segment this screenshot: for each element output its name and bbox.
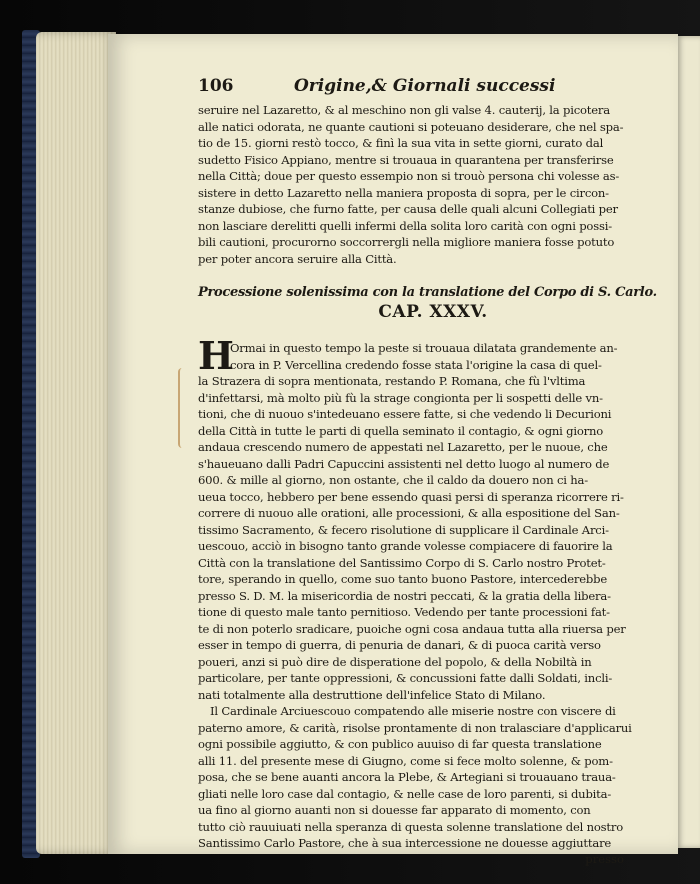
text-line: andaua crescendo numero de appestati nel Lazaretto, per le nuoue, che [198, 440, 608, 454]
text-line: Santissimo Carlo Pastore, che à sua intercessione ne douesse aggiuttare [198, 836, 612, 850]
text-line: per poter ancora seruire alla Città. [198, 251, 397, 266]
text-line: correre di nuouo alle orationi, alle processioni, & alla espositione del San- [198, 506, 620, 520]
text-line: Città con la translatione del Santissimo Corpo di S. Carlo nostro Protet- [198, 555, 606, 570]
text-line: sistere in detto Lazaretto nella maniera proposta di sopra, per le circon- [198, 185, 609, 200]
text-line: della Città in tutte le parti di quella seminato il contagio, & ogni giorno [198, 423, 604, 438]
text-line: 600. & mille al giorno, non ostante, che il caldo da douero non ci ha- [198, 473, 588, 487]
text-line: Il Cardinale Arciuescouo compatendo alle miserie nostre con viscere di [210, 704, 616, 718]
facing-page-edge [676, 36, 700, 848]
text-line-content: Ormai in questo tempo la peste si trouaua dilatata grandemente an- [230, 341, 618, 355]
chapter-number: CAP. XXXV. [378, 302, 488, 322]
text-line: sudetto Fisico Appiano, mentre si trouaua in quarantena per transferirse [198, 152, 614, 167]
text-line: ueua tocco, hebbero per bene essendo quasi persi di speranza ricorrere ri- [198, 489, 624, 504]
text-line: ua fino al giorno auanti non si douesse far apparato di momento, con [198, 803, 591, 817]
text-line: non lasciare derelitti quelli infermi della solita loro carità con ogni possi- [198, 218, 612, 233]
page-number: 106 [198, 76, 234, 96]
text-line: seruire nel Lazaretto, & al meschino non gli valse 4. cauterij, la picotera [198, 103, 610, 117]
paragraph-two [198, 703, 668, 852]
text-line: tione di questo male tanto pernitioso. Vedendo per tante processioni fat- [198, 605, 610, 619]
text-line: alli 11. del presente mese di Giugno, come si fece molto solenne, & pom- [198, 753, 613, 768]
text-line: uescouo, acciò in bisogno tanto grande volesse compiacere di fauorire la [198, 539, 613, 553]
text-line: tio de 15. giorni restò tocco, & finì la sua vita in sette giorni, curato dal [198, 136, 604, 150]
text-line: presso S. D. M. la misericordia de nostri peccati, & la gratia della libera- [198, 588, 611, 603]
paragraph-one [198, 333, 668, 703]
drop-cap: H [198, 333, 234, 378]
text-line: cora in P. Vercellina credendo fosse stata l'origine la casa di quel- [230, 357, 602, 372]
page-header [198, 76, 668, 102]
text-line: particolare, per tante oppressioni, & concussioni fatte dalli Soldati, incli- [198, 671, 613, 685]
text-line: la Strazera di sopra mentionata, restando P. Romana, che fù l'vltima [198, 374, 586, 388]
continuation-text [198, 102, 668, 267]
text-line: tore, sperando in quello, come suo tanto buono Pastore, intercederebbe [198, 572, 608, 586]
running-title: Origine,& Giornali successi [294, 76, 556, 96]
text-line: alle natici odorata, ne quante cautioni si poteuano desiderare, che nel spa- [198, 119, 624, 134]
margin-ink-mark [178, 368, 188, 448]
text-line: ogni possibile aggiutto, & con publico auuiso di far questa translatione [198, 737, 602, 751]
text-line: gliati nelle loro case dal contagio, & nelle case de loro parenti, si dubita- [198, 786, 612, 801]
text-line: tioni, che di nuouo s'intedeuano essere fatte, si che vedendo li Decurioni [198, 407, 612, 421]
section-heading: Processione solenissima con la translatione del Corpo di S. Carlo. [198, 285, 657, 300]
text-line: nella Città; doue per questo essempio non si trouò persona chi volesse as- [198, 169, 620, 183]
page-edges [36, 32, 116, 854]
text-line: stanze dubiose, che furno fatte, per causa delle quali alcuni Collegiati per [198, 202, 618, 216]
text-line: d'infettarsi, mà molto più fù la strage congionta per li sospetti delle vn- [198, 390, 603, 405]
text-line: nati totalmente alla destruttione dell'infelice Stato di Milano. [198, 687, 546, 702]
text-line: paterno amore, & carità, risolse prontamente di non tralasciare d'applicarui [198, 720, 632, 735]
page-text [198, 76, 668, 866]
catchword: presso [585, 851, 624, 866]
text-line: poueri, anzi si può dire de disperatione del popolo, & della Nobiltà in [198, 654, 592, 669]
text-line: posa, che se bene auanti ancora la Plebe, & Artegiani si trouauano traua- [198, 770, 616, 784]
text-line: bili cautioni, procurorno soccorrergli nella migliore maniera fosse potuto [198, 235, 615, 249]
text-line: s'haueuano dalli Padri Capuccini assistenti nel detto luogo al numero de [198, 456, 610, 471]
text-line: tissimo Sacramento, & fecero risolutione di supplicare il Cardinale Arci- [198, 522, 609, 537]
text-line: esser in tempo di guerra, di penuria de danari, & di puoca carità verso [198, 638, 601, 652]
text-line: tutto ciò rauuiuati nella speranza di questa solenne translatione del nostro [198, 819, 624, 834]
text-line: te di non poterlo sradicare, puoiche ogni cosa andaua tutta alla riuersa per [198, 621, 626, 636]
